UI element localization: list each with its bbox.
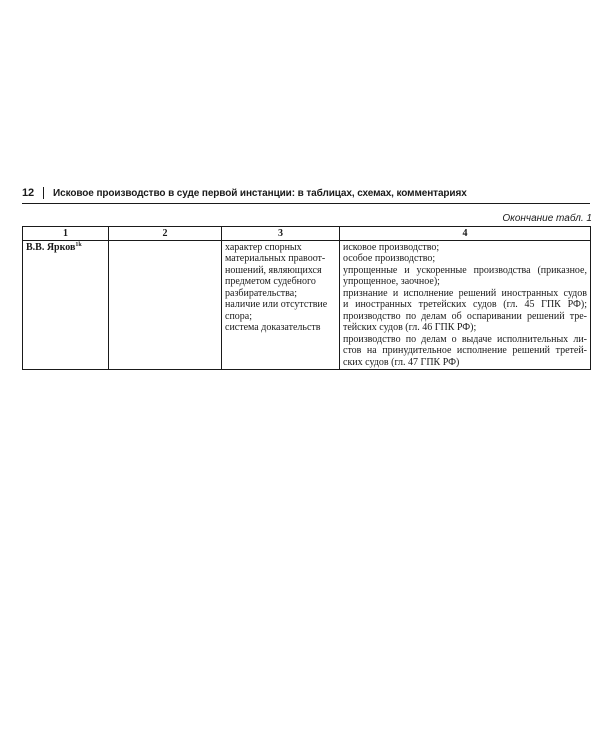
- proceedings-line: особое производство;: [343, 253, 436, 264]
- proceedings-cell: [340, 240, 591, 370]
- criteria-line: характер спорных: [225, 241, 302, 253]
- classification-table: [22, 226, 591, 370]
- column-header-3: 3: [222, 227, 340, 241]
- criteria-line: спора;: [225, 310, 253, 322]
- criteria-line: система доказательств: [225, 322, 321, 333]
- running-header: [22, 187, 582, 199]
- table-caption: Окончание табл. 1: [502, 213, 592, 224]
- criteria-line: материальных правоот-: [225, 253, 326, 264]
- proceedings-line: тейских судов (гл. 46 ГПК РФ);: [343, 322, 477, 333]
- proceedings-line: исковое производство;: [343, 241, 440, 253]
- criteria-line: наличие или отсутствие: [225, 299, 328, 310]
- proceedings-line: упрощенное, заочное);: [343, 276, 440, 287]
- proceedings-line: упрощенные и ускоренные производства (приказное,: [343, 264, 587, 276]
- proceedings-line: производство по делам о выдаче исполнительных ли-: [343, 333, 587, 345]
- author-name: В.В. Ярков: [26, 241, 76, 253]
- criteria-line: предметом судебного: [225, 276, 316, 287]
- proceedings-line: стов на принудительное исполнение решений третей-: [343, 345, 587, 356]
- page-number: 12: [22, 187, 35, 199]
- column-header-4: 4: [340, 227, 591, 241]
- table-row: [23, 240, 591, 370]
- proceedings-line: признание и исполнение решений иностранных судов: [343, 287, 587, 299]
- column-header-2: 2: [109, 227, 222, 241]
- footnote-marker: 1k: [75, 241, 82, 248]
- proceedings-line: ских судов (гл. 47 ГПК РФ): [343, 356, 460, 368]
- criteria-line: ношений, являющихся: [225, 264, 322, 276]
- table-header-row: [23, 227, 591, 241]
- criteria-line: разбирательства;: [225, 287, 297, 299]
- header-separator: [43, 187, 44, 199]
- proceedings-line: и иностранных третейских судов (гл. 45 ГПК РФ);: [343, 299, 587, 310]
- column-header-1: 1: [23, 227, 109, 241]
- empty-cell: [109, 240, 222, 370]
- author-cell: [23, 240, 109, 370]
- running-title: Исковое производство в суде первой инстанции: в таблицах, схемах, комментариях: [53, 187, 467, 199]
- proceedings-line: производство по делам об оспаривании решений тре-: [343, 310, 587, 322]
- criteria-cell: [222, 240, 340, 370]
- header-rule: [22, 203, 590, 204]
